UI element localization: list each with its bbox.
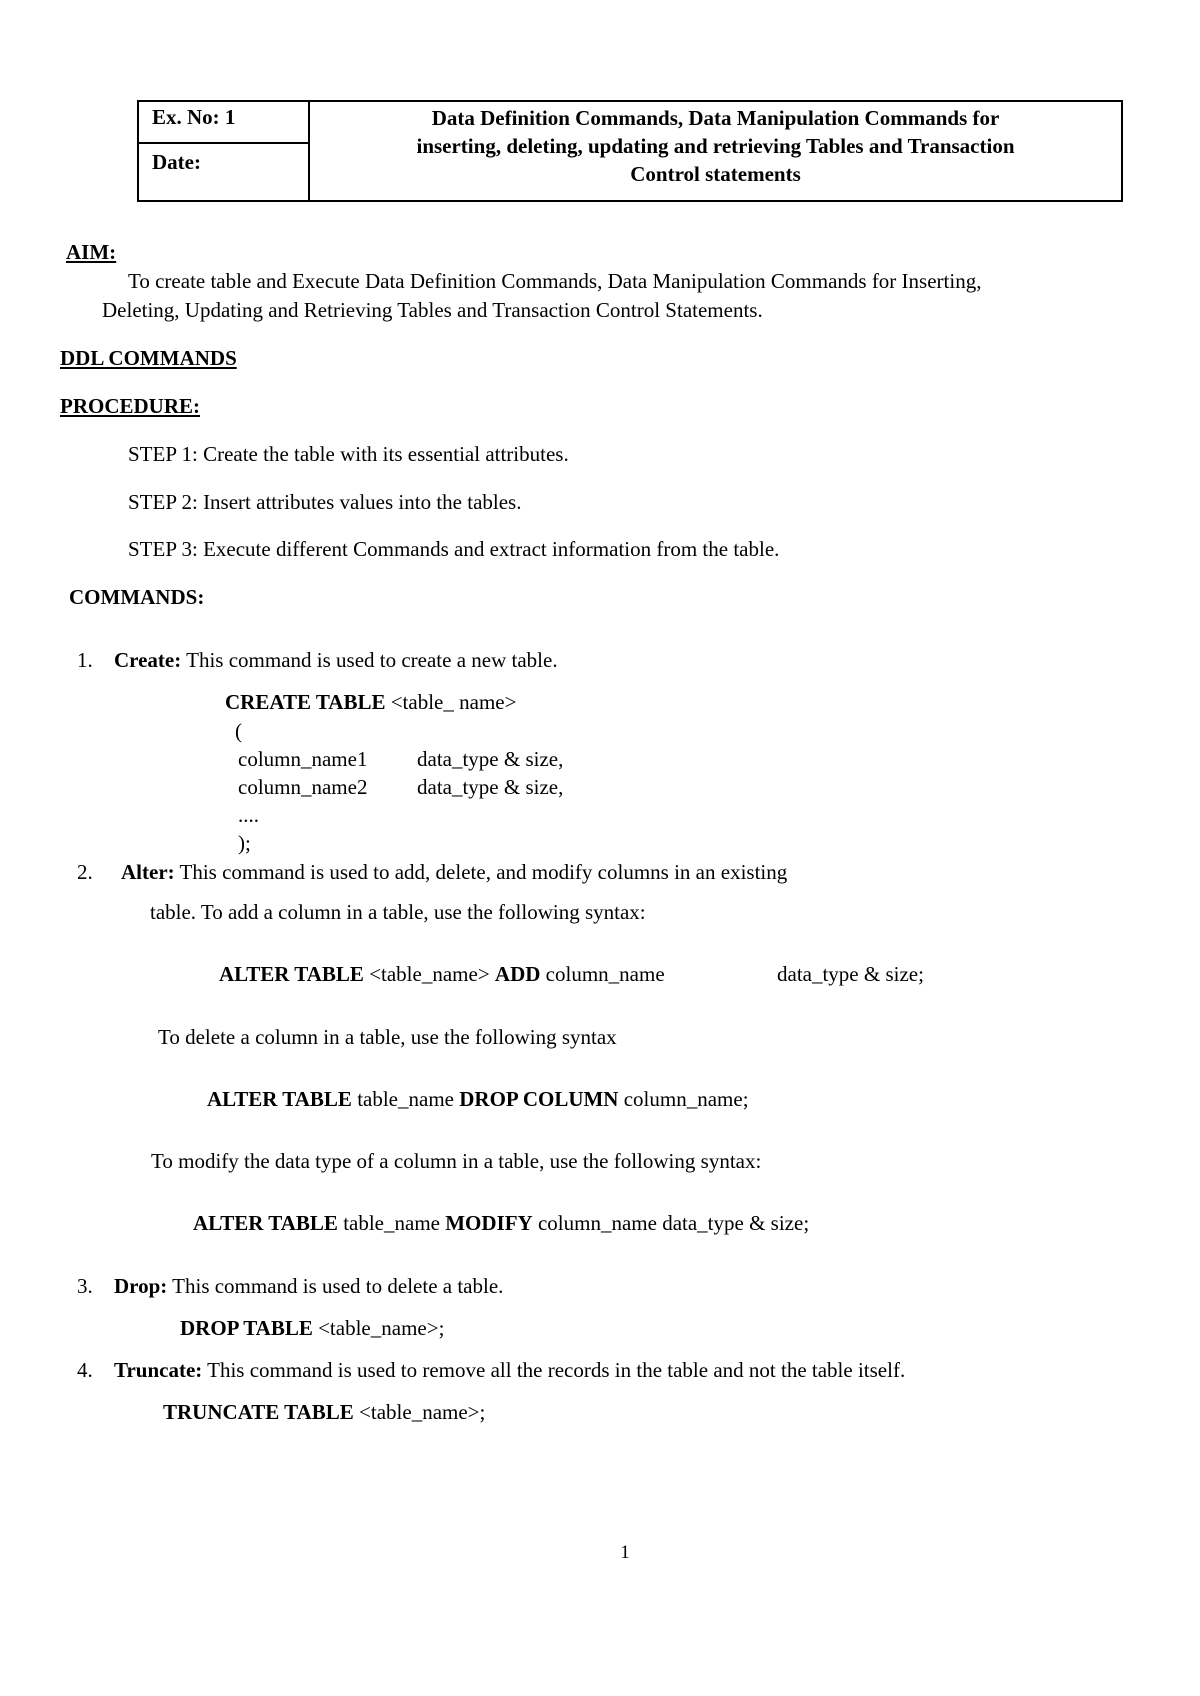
list-number: 1. — [77, 648, 93, 672]
truncate-syntax — [163, 1400, 485, 1425]
alter-modify-kw1: ALTER TABLE — [193, 1211, 338, 1235]
title-line: Data Definition Commands, Data Manipulation Commands for — [431, 106, 1000, 130]
create-open-paren: ( — [235, 719, 242, 743]
drop-label: Drop: — [114, 1274, 168, 1298]
drop-description — [114, 1274, 503, 1299]
create-keyword: CREATE TABLE — [225, 690, 386, 714]
procedure-step: STEP 1: Create the table with its essential attributes. — [128, 442, 569, 466]
header-left-cell — [139, 102, 310, 200]
title-line: inserting, deleting, updating and retrieving Tables and Transaction — [416, 134, 1015, 158]
exercise-number: Ex. No: 1 — [139, 102, 308, 144]
exercise-date: Date: — [152, 150, 201, 174]
procedure-heading: PROCEDURE: — [60, 394, 200, 418]
alter-add-syntax — [219, 962, 665, 987]
alter-modify-syntax — [193, 1211, 809, 1236]
ddl-commands-heading: DDL COMMANDS — [60, 346, 237, 370]
truncate-desc: This command is used to remove all the records in the table and not the table itself. — [202, 1358, 906, 1382]
alter-drop-kw2: DROP COLUMN — [459, 1087, 619, 1111]
drop-desc: This command is used to delete a table. — [167, 1274, 504, 1298]
procedure-step: STEP 2: Insert attributes values into the tables. — [128, 490, 522, 514]
drop-end: <table_name>; — [312, 1316, 445, 1340]
create-close-paren: ); — [238, 831, 251, 855]
alter-drop-syntax — [207, 1087, 749, 1112]
alter-delete-description: To delete a column in a table, use the following syntax — [158, 1025, 617, 1049]
create-label: Create: — [114, 648, 182, 672]
truncate-end: <table_name>; — [353, 1400, 486, 1424]
truncate-label: Truncate: — [114, 1358, 203, 1382]
create-desc: This command is used to create a new table. — [181, 648, 558, 672]
aim-heading: AIM: — [66, 240, 117, 264]
alter-add-col: column_name — [540, 962, 665, 986]
alter-desc: This command is used to add, delete, and modify columns in an existing — [174, 860, 788, 884]
list-number: 2. — [77, 860, 93, 884]
create-description — [114, 648, 558, 673]
alter-drop-kw1: ALTER TABLE — [207, 1087, 352, 1111]
create-syntax-line — [225, 690, 516, 715]
exercise-title — [310, 102, 1121, 188]
create-ellipsis: .... — [238, 803, 259, 827]
alter-modify-kw2: MODIFY — [445, 1211, 533, 1235]
alter-add-kw1: ALTER TABLE — [219, 962, 364, 986]
alter-add-mid: <table_name> — [363, 962, 495, 986]
create-table-name: <table_ name> — [385, 690, 517, 714]
alter-modify-description: To modify the data type of a column in a table, use the following syntax: — [151, 1149, 762, 1173]
alter-description — [121, 860, 787, 885]
alter-drop-mid: table_name — [351, 1087, 460, 1111]
create-col2-name: column_name2 — [238, 775, 368, 799]
alter-label: Alter: — [121, 860, 175, 884]
aim-text-line1: To create table and Execute Data Definition Commands, Data Manipulation Commands for Inserting, — [128, 269, 982, 293]
list-number: 4. — [77, 1358, 93, 1382]
page-number: 1 — [620, 1542, 630, 1563]
drop-syntax — [180, 1316, 444, 1341]
title-line: Control statements — [630, 162, 801, 186]
create-col1-type: data_type & size, — [417, 747, 564, 771]
create-col2-type: data_type & size, — [417, 775, 564, 799]
truncate-keyword: TRUNCATE TABLE — [163, 1400, 354, 1424]
truncate-description — [114, 1358, 905, 1383]
header-table — [137, 100, 1123, 202]
alter-description-line2: table. To add a column in a table, use the following syntax: — [150, 900, 646, 924]
aim-text-line2: Deleting, Updating and Retrieving Tables and Transaction Control Statements. — [102, 298, 763, 322]
procedure-step: STEP 3: Execute different Commands and extract information from the table. — [128, 537, 780, 561]
alter-add-type: data_type & size; — [777, 962, 924, 986]
commands-heading: COMMANDS: — [69, 585, 205, 609]
alter-modify-end: column_name data_type & size; — [532, 1211, 810, 1235]
drop-keyword: DROP TABLE — [180, 1316, 313, 1340]
create-col1-name: column_name1 — [238, 747, 368, 771]
alter-drop-end: column_name; — [618, 1087, 749, 1111]
list-number: 3. — [77, 1274, 93, 1298]
alter-modify-mid: table_name — [337, 1211, 446, 1235]
alter-add-kw2: ADD — [494, 962, 541, 986]
